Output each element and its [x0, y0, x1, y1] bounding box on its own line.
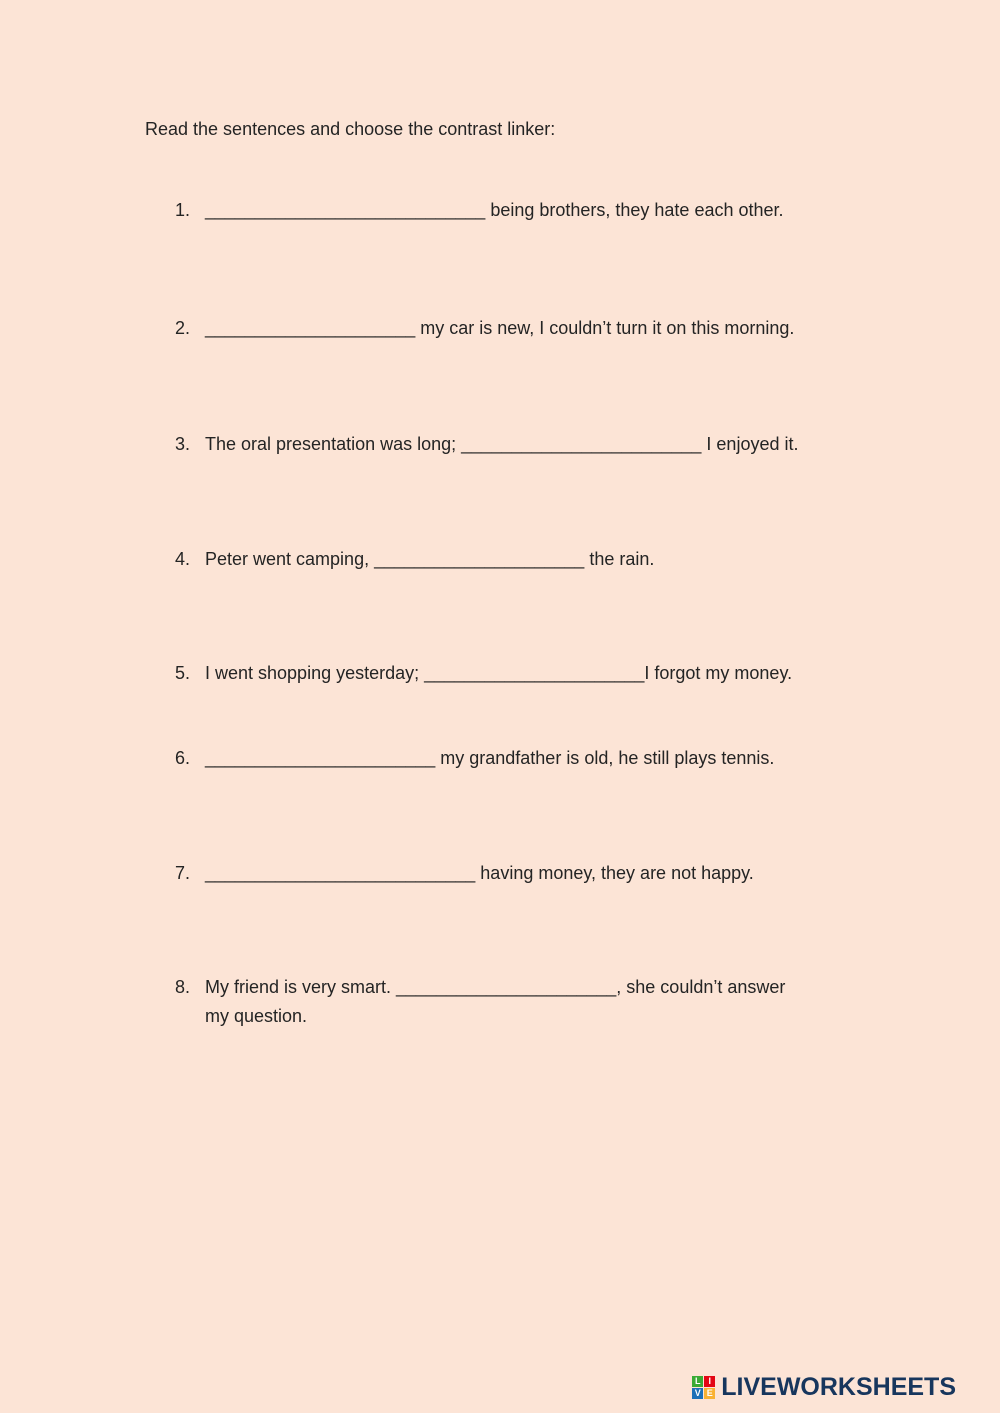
question-text-part: Peter went camping, — [205, 549, 375, 569]
question-row-1 — [175, 196, 784, 225]
question-text — [205, 659, 792, 688]
question-row-6 — [175, 744, 774, 773]
question-text-part: , she couldn’t answer — [616, 977, 786, 997]
liveworksheets-logo-icon — [692, 1376, 715, 1399]
brand-text: LIVEWORKSHEETS — [721, 1373, 956, 1401]
answer-blank[interactable]: _____________________ — [374, 549, 585, 569]
question-text — [205, 545, 654, 574]
footer-brand — [692, 1373, 956, 1402]
question-text-part: having money, they are not happy. — [475, 863, 754, 883]
answer-blank[interactable]: _____________________ — [205, 318, 416, 338]
question-number: 7. — [175, 863, 191, 883]
question-text-part: I went shopping yesterday; — [205, 663, 425, 683]
question-number: 6. — [175, 748, 191, 768]
question-text-part: the rain. — [584, 549, 655, 569]
question-text-part: The oral presentation was long; — [205, 434, 462, 454]
question-number: 3. — [175, 434, 191, 454]
question-number: 4. — [175, 549, 191, 569]
question-text-part: my car is new, I couldn’t turn it on this morning. — [415, 318, 795, 338]
question-row-3 — [175, 430, 798, 459]
question-text — [205, 973, 785, 1031]
instruction-text: Read the sentences and choose the contrast linker: — [145, 119, 556, 139]
question-text — [205, 744, 774, 773]
logo-tile-i: I — [704, 1376, 715, 1387]
question-text-part: I enjoyed it. — [701, 434, 799, 454]
question-text — [205, 196, 784, 225]
question-number: 1. — [175, 200, 191, 220]
question-number: 2. — [175, 318, 191, 338]
question-row-4 — [175, 545, 654, 574]
answer-blank[interactable]: ___________________________ — [205, 863, 476, 883]
question-row-8 — [175, 973, 785, 1031]
logo-tile-e: E — [704, 1388, 715, 1399]
question-text-part: my grandfather is old, he still plays tennis. — [435, 748, 775, 768]
question-text — [205, 314, 794, 343]
answer-blank[interactable]: ________________________ — [461, 434, 702, 454]
question-number: 5. — [175, 663, 191, 683]
answer-blank[interactable]: ______________________ — [396, 977, 617, 997]
logo-tile-v: V — [692, 1388, 703, 1399]
question-text-part: I forgot my money. — [644, 663, 793, 683]
question-text-part: my question. — [205, 1006, 308, 1026]
question-number: 8. — [175, 977, 191, 997]
question-row-7 — [175, 859, 754, 888]
question-text — [205, 859, 754, 888]
question-row-5 — [175, 659, 792, 688]
question-row-2 — [175, 314, 794, 343]
logo-tile-l: L — [692, 1376, 703, 1387]
answer-blank[interactable]: ____________________________ — [205, 200, 486, 220]
question-text — [205, 430, 798, 459]
answer-blank[interactable]: _______________________ — [205, 748, 436, 768]
answer-blank[interactable]: ______________________ — [424, 663, 645, 683]
question-text-part: My friend is very smart. — [205, 977, 397, 997]
question-text-part: being brothers, they hate each other. — [485, 200, 784, 220]
